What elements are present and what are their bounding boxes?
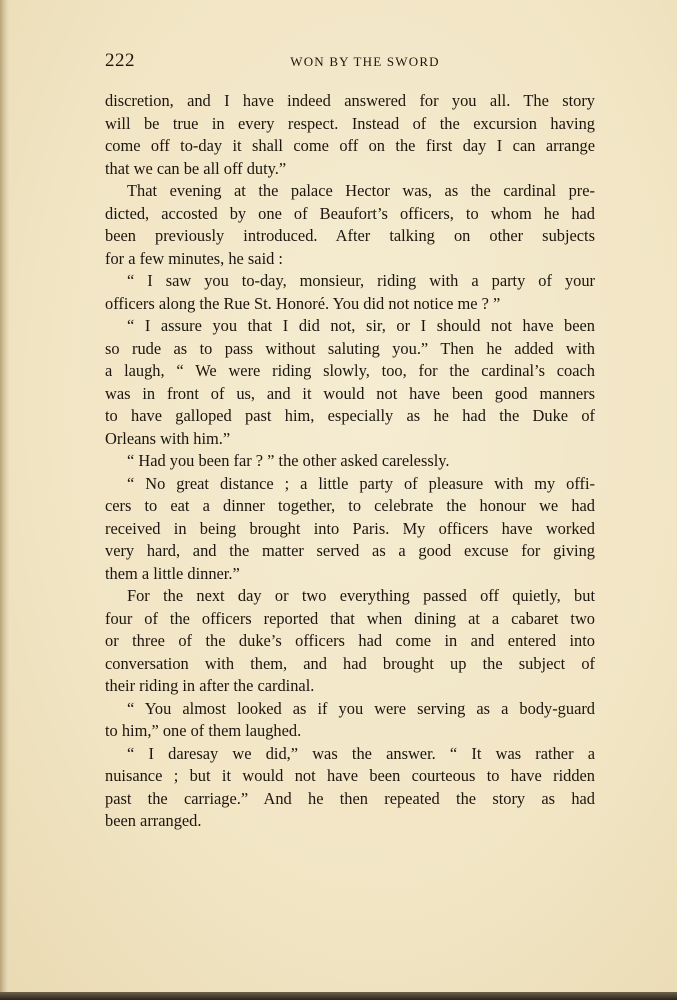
text-line: “ Had you been far ? ” the other asked carelessly. (127, 451, 450, 470)
text-line: “ I saw you to-day, monsieur, riding with a party of your (127, 271, 595, 290)
text-line: “ I assure you that I did not, sir, or I should not have been (127, 316, 595, 335)
text-line: “ You almost looked as if you were serving as a body-guard (127, 698, 595, 718)
page-binding-edge (0, 0, 9, 1000)
text-line: been previously introduced. After talking on other subjects (105, 226, 595, 245)
text-line: so rude as to pass without saluting you.” Then he added with (105, 338, 595, 358)
text-line: been arranged. (105, 811, 202, 830)
page-bottom-edge (0, 992, 677, 1000)
text-line: to him,” one of them laughed. (105, 721, 302, 740)
text-line: very hard, and the matter served as a good excuse for giving (105, 541, 595, 560)
running-head: WON BY THE SWORD (290, 54, 440, 69)
text-line: received in being brought into Paris. My officers have worked (105, 518, 595, 538)
text-line: or three of the duke’s officers had come in and entered into (105, 631, 595, 650)
text-line: dicted, accosted by one of Beaufort’s officers, to whom he had (105, 203, 595, 223)
text-line: a laugh, “ We were riding slowly, too, for the cardinal’s coach (105, 361, 595, 380)
text-line: nuisance ; but it would not have been courteous to have ridden (105, 766, 595, 785)
text-line: conversation with them, and had brought up the subject of (105, 653, 595, 673)
page-header (105, 50, 595, 78)
text-line: will be true in every respect. Instead of the excursion having (105, 113, 595, 133)
text-line: For the next day or two everything passed off quietly, but (127, 586, 595, 605)
text-line: Orleans with him.” (105, 428, 231, 448)
text-line: to have galloped past him, especially as he had the Duke of (105, 406, 595, 425)
text-line: for a few minutes, he said : (105, 248, 283, 268)
text-line: officers along the Rue St. Honoré. You did not notice me ? ” (105, 293, 501, 313)
text-line: their riding in after the cardinal. (105, 676, 315, 695)
text-line: past the carriage.” And he then repeated the story as had (105, 788, 595, 808)
text-line: that we can be all off duty.” (105, 158, 287, 178)
text-line: discretion, and I have indeed answered for you all. The story (105, 91, 595, 110)
text-line: That evening at the palace Hector was, as the cardinal pre- (127, 181, 595, 200)
text-line: four of the officers reported that when dining at a cabaret two (105, 608, 595, 628)
text-line: “ I daresay we did,” was the answer. “ It was rather a (127, 743, 595, 763)
page-number: 222 (105, 50, 135, 71)
body-text (105, 90, 595, 833)
text-line: them a little dinner.” (105, 563, 240, 583)
text-line: come off to-day it shall come off on the first day I can arrange (105, 136, 595, 155)
text-line: cers to eat a dinner together, to celebrate the honour we had (105, 496, 595, 515)
text-line: was in front of us, and it would not have been good manners (105, 383, 595, 403)
text-line: “ No great distance ; a little party of pleasure with my offi- (127, 473, 595, 493)
